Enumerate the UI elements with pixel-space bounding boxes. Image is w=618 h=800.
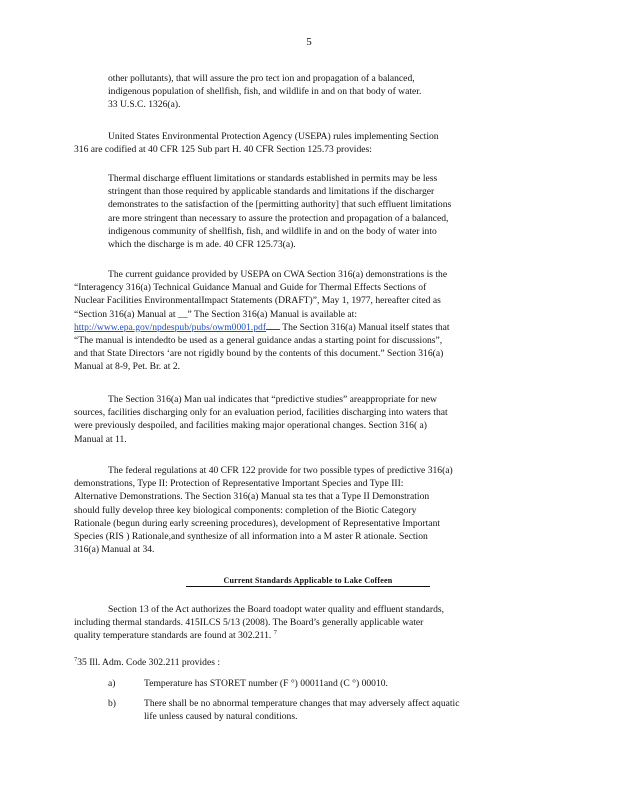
text-line: indigenous community of shellfish, fish, and wildlife in and on the body of water into <box>108 225 437 237</box>
text-line: are more stringent than necessary to assure the protection and propagation of a balanced, <box>108 212 449 224</box>
text-line: Species (RIS ) Rationale,and synthesize of all information into a M aster R ationale. Section <box>74 531 428 543</box>
text-line: United States Environmental Protection Agency (USEPA) rules implementing Section <box>108 131 439 142</box>
text-line: “Interagency 316(a) Technical Guidance Manual and Guide for Thermal Effects Sections of <box>74 282 427 294</box>
footnote-reference: 7 <box>273 629 277 637</box>
list-item <box>0 677 618 691</box>
text-line: and that State Directors ‘are not rigidly bound by the contents of this document.” Section 316(a) <box>74 348 444 360</box>
footnote <box>74 657 220 668</box>
text-line: 316 are codified at 40 CFR 125 Sub part H. 40 CFR Section 125.73 provides: <box>74 144 372 156</box>
list-item-label: b) <box>108 698 116 709</box>
text-line: demonstrates to the satisfaction of the [permitting authority] that such effluent limitations <box>108 199 452 211</box>
list-item <box>0 697 618 725</box>
text-line: Rationale (begun during early screening procedures), development of Representative Important <box>74 517 441 529</box>
text-segment: The Section 316(a) Manual itself states that <box>282 321 450 333</box>
footnote-text: 35 Ill. Adm. Code 302.211 provides : <box>77 657 220 668</box>
text-line: demonstrations, Type II: Protection of Representative Important Species and Type III: <box>74 478 404 490</box>
page-number: 5 <box>306 36 312 48</box>
text-line: other pollutants), that will assure the pro tect ion and propagation of a balanced, <box>108 73 415 84</box>
text-line <box>74 321 540 334</box>
list-item-label: a) <box>108 678 116 689</box>
text-line: including thermal standards. 415ILCS 5/13 (2008). The Board’s generally applicable water <box>74 617 424 629</box>
text-line: Thermal discharge effluent limitations or standards established in permits may be less <box>108 173 438 184</box>
text-line: Alternative Demonstrations. The Section 316(a) Manual sta tes that a Type II Demonstration <box>74 491 430 503</box>
text-line: which the discharge is m ade. 40 CFR 125.73(a). <box>108 239 296 251</box>
paragraph-board-authority <box>74 603 540 643</box>
paragraph-guidance <box>74 268 540 374</box>
text-line <box>74 629 540 642</box>
paragraph-usepa-rules <box>74 130 540 156</box>
text-line: “The manual is intendedto be used as a general guidance andas a starting point for discussions”, <box>74 335 443 347</box>
paragraph-federal-regulations <box>74 464 540 556</box>
text-segment: quality temperature standards are found at 302.211. <box>74 630 272 642</box>
section-heading: Current Standards Applicable to Lake Coffeen <box>186 576 430 587</box>
text-line: should fully develop three key biological components: completion of the Biotic Category <box>74 504 417 516</box>
text-line: Manual at 8-9, Pet. Br. at 2. <box>74 361 181 373</box>
text-line: indigenous population of shellfish, fish, and wildlife in and on that body of water. <box>108 86 422 98</box>
list-item-text: Temperature has STORET number (F °) 00011and (C °) 00010. <box>144 678 388 689</box>
text-line: sources, facilities discharging only for an evaluation period, facilities discharging into waters that <box>74 407 448 419</box>
text-line: Manual at 11. <box>74 433 127 445</box>
text-line: life unless caused by natural conditions. <box>144 711 298 723</box>
manual-link[interactable]: http://www.epa.gov/npdespub/pubs/owm0001.pdf <box>74 321 267 333</box>
text-line: stringent than those required by applicable standards and limitations if the discharger <box>108 186 435 198</box>
footnote-marker: 7 <box>74 655 78 663</box>
text-line: There shall be no abnormal temperature changes that may adversely affect aquatic <box>144 698 460 709</box>
list-item-text <box>144 697 540 723</box>
text-line: 316(a) Manual at 34. <box>74 544 155 556</box>
text-line: The Section 316(a) Man ual indicates that “predictive studies” areappropriate for new <box>108 394 437 405</box>
statute-quote <box>108 72 538 112</box>
text-line: The current guidance provided by USEPA on CWA Section 316(a) demonstrations is the <box>108 269 448 280</box>
regulation-quote <box>108 172 538 251</box>
text-line: were previously despoiled, and facilities making major operational changes. Section 316( a) <box>74 420 427 432</box>
text-line: “Section 316(a) Manual at __” The Section 316(a) Manual is available at: <box>74 308 358 320</box>
text-line: 33 U.S.C. 1326(a). <box>108 99 181 111</box>
paragraph-predictive-studies <box>74 393 540 446</box>
text-line: The federal regulations at 40 CFR 122 provide for two possible types of predictive 316(a) <box>108 465 453 476</box>
text-line: Section 13 of the Act authorizes the Board toadopt water quality and effluent standards, <box>108 604 445 615</box>
text-line: Nuclear Facilities EnvironmentalImpact Statements (DRAFT)”, May 1, 1977, hereafter cited as <box>74 295 441 307</box>
